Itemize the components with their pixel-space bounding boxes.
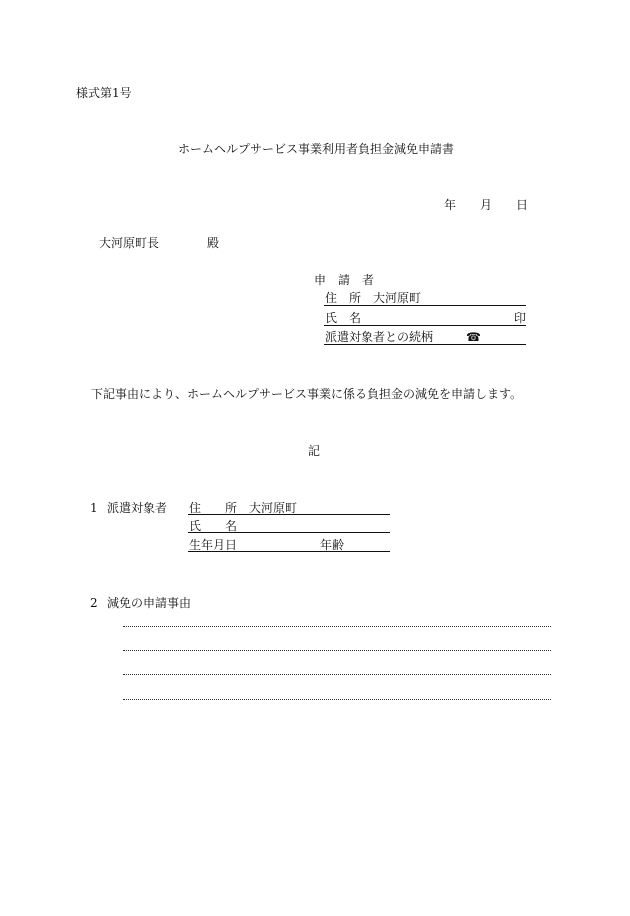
applicant-address-value: 大河原町 [373,291,422,305]
target-name-label: 氏 名 [189,519,238,533]
reason-line [123,626,551,627]
section1-number: 1 [90,501,98,515]
applicant-address-label: 住 所 [325,291,362,305]
applicant-heading: 申 請 者 [314,273,375,287]
seal-mark: 印 [514,311,527,325]
applicant-relation-line [324,344,526,345]
section2-label: 減免の申請事由 [107,596,192,610]
applicant-address-line [324,305,526,306]
form-number: 様式第1号 [76,86,132,100]
target-birth-line [188,551,390,552]
statement: 下記事由により、ホームヘルプサービス事業に係る負担金の減免を申請します。 [91,387,523,401]
target-address-line [188,514,390,515]
applicant-name-line [324,325,526,326]
target-address-value: 大河原町 [249,501,298,515]
addressee-name: 大河原町長 [99,236,160,250]
applicant-name-label: 氏 名 [325,311,362,325]
form-title: ホームヘルプサービス事業利用者負担金減免申請書 [178,142,455,156]
target-address-label: 住 所 [189,501,238,515]
reason-line [123,650,551,651]
reason-line [123,699,551,700]
target-birth-label: 生年月日 [189,538,238,552]
applicant-relation-label: 派遣対象者との続柄 [325,330,434,344]
addressee-honorific: 殿 [207,236,220,250]
phone-icon: ☎ [466,330,481,344]
target-name-line [188,532,390,533]
target-age-label: 年齢 [320,538,345,552]
date-day: 日 [516,198,529,212]
section2-number: 2 [90,596,98,610]
section1-label: 派遣対象者 [107,501,168,515]
ki-heading: 記 [308,444,321,458]
reason-line [123,674,551,675]
date-month: 月 [480,198,493,212]
date-year: 年 [444,198,457,212]
